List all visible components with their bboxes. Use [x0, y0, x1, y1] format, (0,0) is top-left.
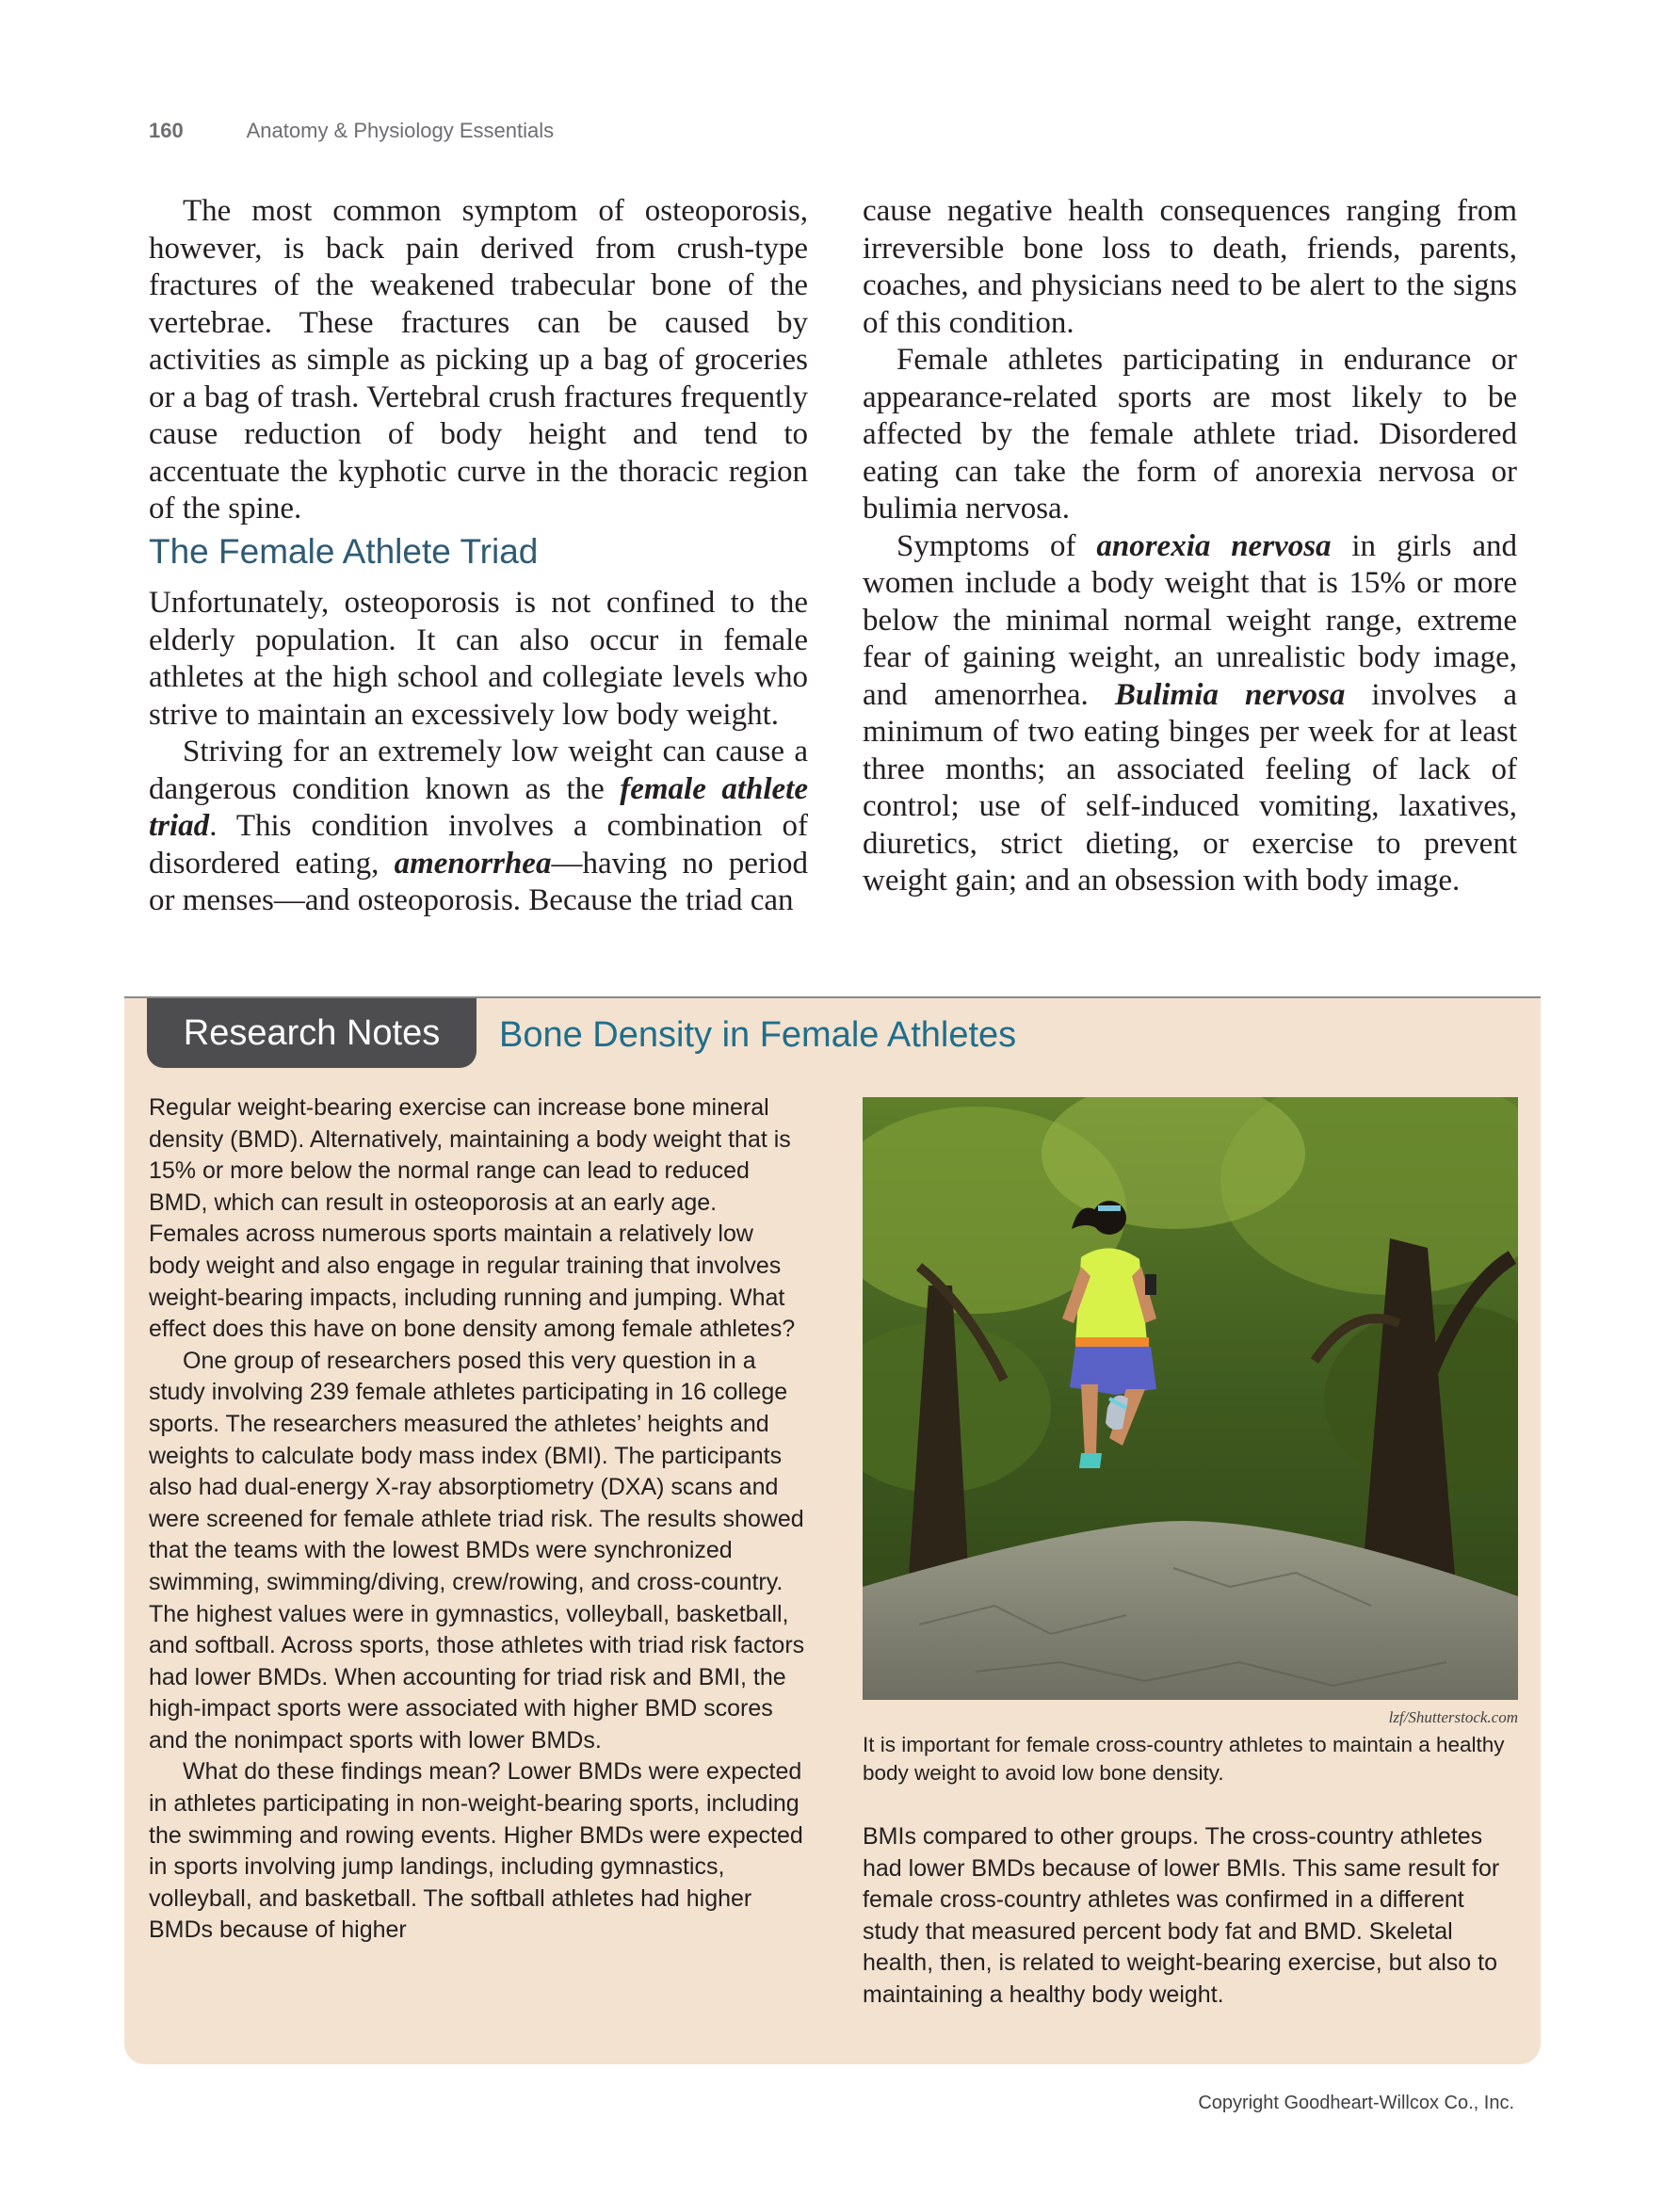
research-paragraph-3: What do these findings mean? Lower BMDs were expected in athletes participating in non-weight-bearing sports, including the swimming and rowing events. Higher BMDs were expected in sports involving jump landings, including gymnastics, volleyball, and basketball. The softball athletes had higher BMDs because of higher	[149, 1758, 803, 1944]
paragraph-symptoms	[863, 528, 1517, 900]
term-amenorrhea: amenorrhea	[394, 846, 552, 881]
runner-photo	[863, 1097, 1518, 1700]
left-column-bottom	[149, 585, 808, 920]
text-run: —having no period or menses—and osteoporosis. Because the triad can	[149, 846, 808, 917]
research-notes-right-column	[863, 1821, 1518, 2012]
paragraph-striving	[149, 734, 808, 920]
page-number: 160	[149, 119, 184, 142]
text-run: involves a minimum of two eating binges per week for at least three months; an associated feeling of lack of control; use of self-induced vomiting, laxatives, diuretics, strict dieting, or exercise to prevent weight gain; and an obsession with body image.	[863, 677, 1518, 897]
text-run: in girls and women include a body weight that is 15% or more below the minimal normal weight range, extreme fear of gaining weight, an unrealistic body image, and amenorrhea.	[863, 528, 1517, 712]
research-paragraph-1: Regular weight-bearing exercise can increase bone mineral density (BMD). Alternatively, maintaining a body weight that is 15% or more below the normal range can lead to reduced BMD, which can result in osteoporosis at an early age. Females across numerous sports maintain a relatively low body weight and also engage in regular training that involves weight-bearing impacts, including running and jumping. What effect does this have on bone density among female athletes?	[149, 1094, 796, 1343]
photo-credit: lzf/Shutterstock.com	[1388, 1708, 1518, 1726]
copyright-footer: Copyright Goodheart-Willcox Co., Inc.	[1198, 2093, 1514, 2113]
paragraph-consequences: cause negative health consequences ranging from irreversible bone loss to death, friends, parents, coaches, and physicians need to be alert to the signs of this condition.	[863, 194, 1517, 340]
runner-photo-illustration	[863, 1097, 1518, 1700]
research-notes-title: Bone Density in Female Athletes	[499, 1015, 1017, 1055]
paragraph-endurance: Female athletes participating in endurance or appearance-related sports are most likely to be affected by the female athlete triad. Disordered eating can take the form of anorexia nervosa or bulimia nervosa.	[863, 343, 1517, 525]
term-anorexia-nervosa: anorexia nervosa	[1096, 528, 1332, 563]
text-run: Striving for an extremely low weight can cause a dangerous condition known as the	[149, 735, 808, 806]
research-notes-left-column	[149, 1092, 808, 1947]
left-column-top	[149, 193, 808, 528]
text-run: . This condition involves a combination of disordered eating,	[149, 809, 808, 881]
term-female-athlete-triad: female athlete triad	[149, 771, 808, 843]
paragraph-unfortunately: Unfortunately, osteoporosis is not confined to the elderly population. It can also occur in female athletes at the high school and collegiate levels who strive to maintain an excessively low body weight.	[149, 586, 808, 732]
text-run: Symptoms of	[897, 528, 1097, 563]
book-title: Anatomy & Physiology Essentials	[246, 119, 555, 142]
right-column	[863, 193, 1517, 900]
research-paragraph-4: BMIs compared to other groups. The cross-country athletes had lower BMDs because of lower BMIs. This same result for female cross-country athletes was confirmed in a different study that measured percent body fat and BMD. Skeletal health, then, is related to weight-bearing exercise, but also to maintaining a healthy body weight.	[863, 1823, 1500, 2008]
section-heading: The Female Athlete Triad	[149, 532, 539, 571]
research-paragraph-2: One group of researchers posed this very question in a study involving 239 female athletes participating in 16 college sports. The researchers measured the athletes’ heights and weights to calculate body mass index (BMI). The participants also had dual-energy X-ray absorptiometry (DXA) scans and were screened for female athlete triad risk. The results showed that the teams with the lowest BMDs were synchronized swimming, swimming/diving, crew/rowing, and cross-country. The highest values were in gymnastics, volleyball, basketball, and softball. Across sports, those athletes with triad risk factors had lower BMDs. When accounting for triad risk and BMI, the high-impact sports were associated with higher BMD scores and the nonimpact sports with lower BMDs.	[149, 1347, 805, 1754]
research-notes-tab: Research Notes	[147, 998, 477, 1068]
paragraph-osteoporosis-symptom: The most common symptom of osteoporosis, however, is back pain derived from crush-type fractures of the weakened trabecular bone of the vertebrae. These fractures can be caused by activities as simple as picking up a bag of groceries or a bag of trash. Vertebral crush fractures frequently cause reduction of body height and tend to accentuate the kyphotic curve in the thoracic region of the spine.	[149, 194, 808, 525]
running-header	[149, 119, 554, 143]
term-bulimia-nervosa: Bulimia nervosa	[1114, 677, 1346, 712]
research-notes-box	[124, 996, 1541, 2064]
photo-caption: It is important for female cross-country athletes to maintain a healthy body weight to avoid low bone density.	[863, 1733, 1505, 1785]
